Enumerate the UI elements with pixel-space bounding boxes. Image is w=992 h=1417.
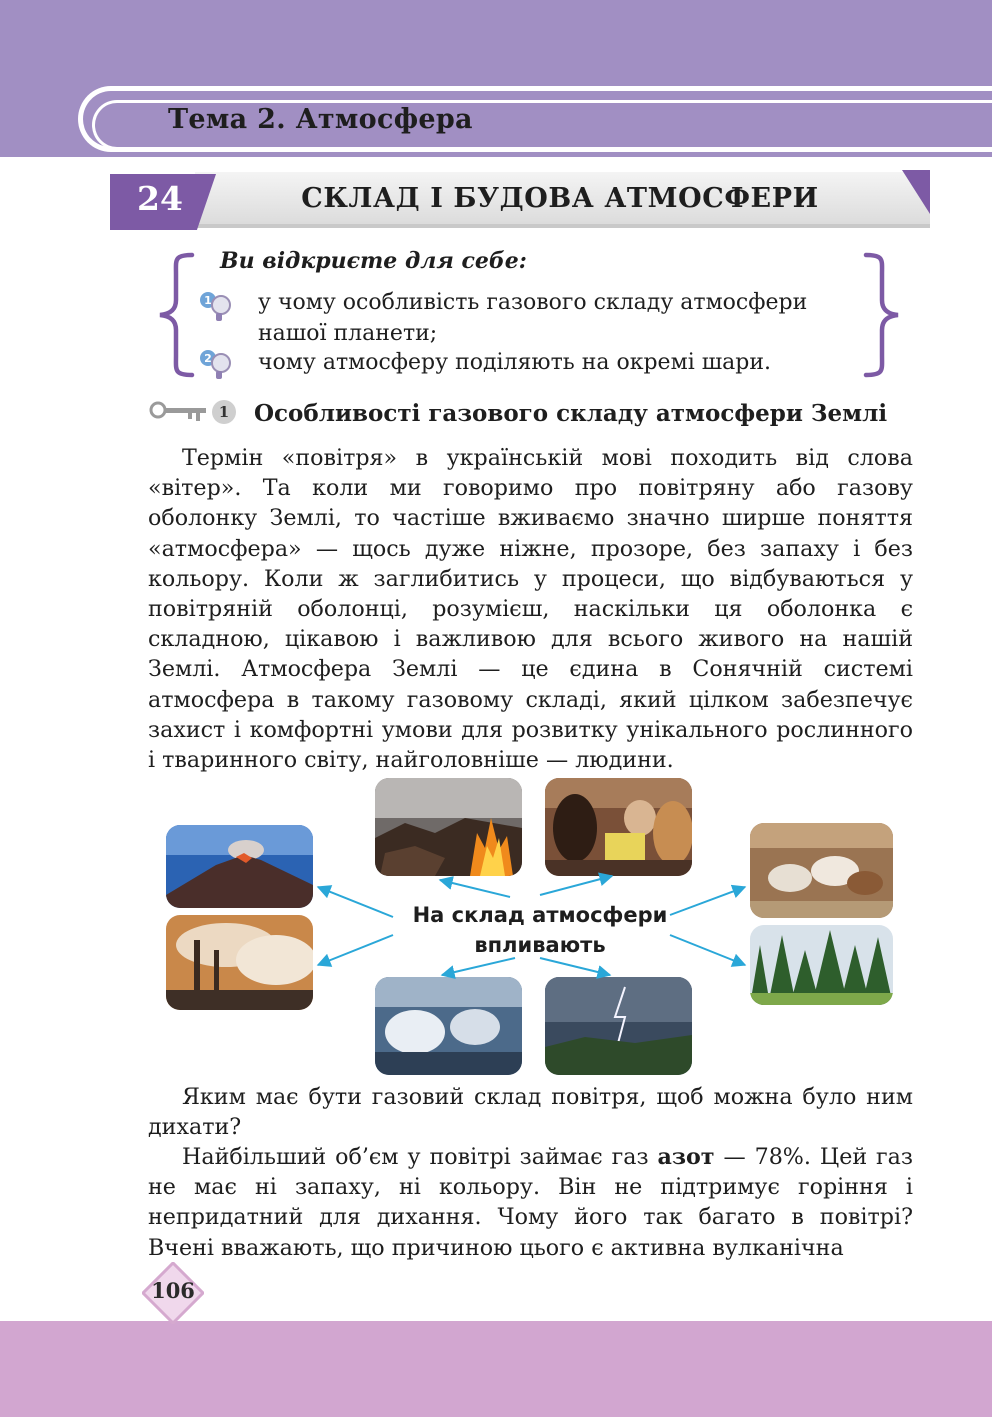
discover-item-2: чому атмосферу поділяють на окремі шари. bbox=[258, 350, 772, 375]
paragraph-nitrogen-after: — 78%. Цей газ не має ні запаху, ні кольору. Він не підтримує горіння і непридатний для дихання. Чому його так багато в повітрі? Вчені вважають, що причиною цього є активна вулканічна bbox=[148, 1144, 913, 1261]
page-number: 106 bbox=[151, 1278, 195, 1303]
lesson-number: 24 bbox=[137, 179, 183, 218]
photo-cattle bbox=[750, 823, 893, 918]
left-brace-icon bbox=[156, 252, 196, 378]
photo-fire bbox=[375, 778, 522, 876]
topic-title: Тема 2. Атмосфера bbox=[168, 104, 473, 135]
photo-storm-sea bbox=[375, 977, 522, 1075]
diagram-center-label bbox=[395, 900, 685, 960]
discover-item-1 bbox=[258, 287, 807, 349]
lesson-title: СКЛАД І БУДОВА АТМОСФЕРИ bbox=[301, 183, 819, 214]
photo-volcano bbox=[166, 825, 313, 908]
svg-text:1: 1 bbox=[204, 294, 212, 307]
photo-factory-smoke bbox=[166, 915, 313, 1010]
paragraph-question-text: Яким має бути газовий склад повітря, щоб можна було ним дихати? bbox=[148, 1084, 913, 1141]
section-title: Особливості газового складу атмосфери Землі bbox=[254, 400, 888, 427]
photo-forest bbox=[750, 925, 893, 1005]
discover-heading: Ви відкриєте для себе: bbox=[220, 248, 527, 274]
magnifier-one-icon bbox=[196, 288, 236, 322]
paragraph-intro-text: Термін «повітря» в українській мові походить від слова «вітер». Та коли ми говоримо про повітряну або газову оболонку Землі, то частіше вживаємо значно ширше поняття «атмосфера» — щось дуже ніжне, прозоре, без запаху і без кольору. Коли ж заглибитись у процеси, що відбуваються у повітряній оболонці, розумієш, наскільки ця оболонка є складною, цікавою і важливою для всього живого на нашій Землі. Атмосфера Землі — це єдина в Сонячній системі атмосфера в такому газовому складі, який цілком забезпечує захист і комфортні умови для розвитку унікального рослинного і тваринного світу, найголовніше — людини. bbox=[148, 445, 913, 774]
magnifier-two-icon bbox=[196, 346, 236, 380]
section-number: 1 bbox=[212, 400, 236, 424]
paragraph-nitrogen-term: азот bbox=[657, 1144, 715, 1170]
right-brace-icon bbox=[862, 252, 902, 378]
photo-people bbox=[545, 778, 692, 876]
diagram-center-line1: На склад атмосфери bbox=[412, 903, 668, 927]
paragraph-nitrogen bbox=[148, 1142, 913, 1263]
discover-item-1-line2: нашої планети; bbox=[258, 321, 438, 346]
key-icon bbox=[148, 398, 210, 422]
svg-text:2: 2 bbox=[204, 352, 212, 365]
paragraph-question bbox=[148, 1082, 913, 1142]
paragraph-intro bbox=[148, 443, 913, 775]
paragraph-nitrogen-before: Найбільший об’єм у повітрі займає газ bbox=[182, 1144, 658, 1170]
discover-item-1-line1: у чому особливість газового складу атмосфери bbox=[258, 290, 808, 315]
photo-thunderstorm bbox=[545, 977, 692, 1075]
footer-band bbox=[0, 1321, 992, 1417]
diagram-center-line2: впливають bbox=[474, 933, 606, 957]
